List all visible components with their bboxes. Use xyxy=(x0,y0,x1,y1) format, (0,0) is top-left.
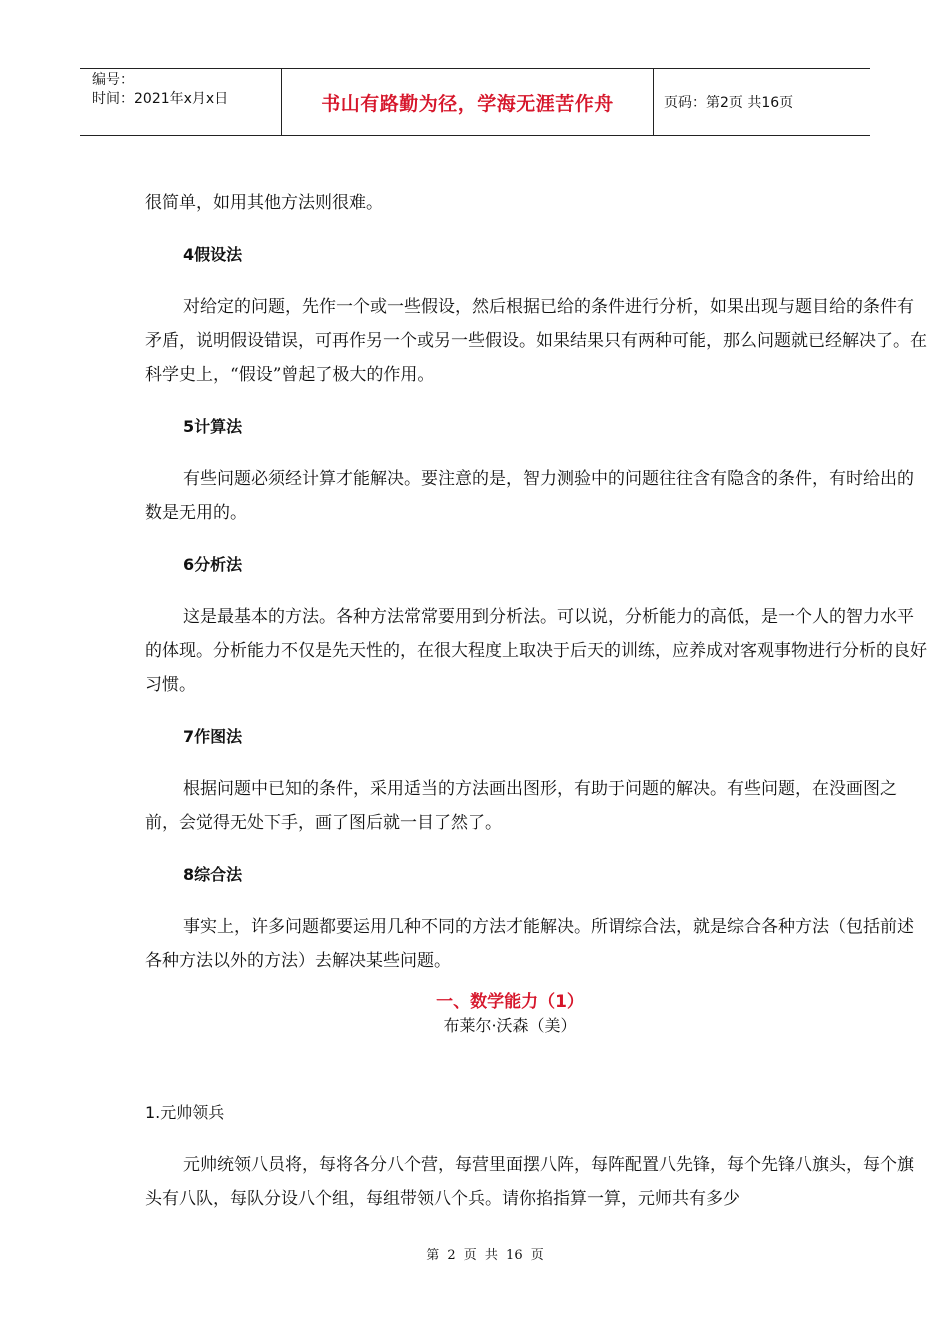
section-paragraph-8: 事实上，许多问题都要运用几种不同的方法才能解决。所谓综合法，就是综合各种方法（包括前述各种方法以外的方法）去解决某些问题。 xyxy=(145,917,914,971)
section-heading-4: 4假设法 xyxy=(183,245,243,264)
header-table xyxy=(80,68,870,136)
section-paragraph-6: 这是最基本的方法。各种方法常常要用到分析法。可以说，分析能力的高低，是一个人的智力水平的体现。分析能力不仅是先天性的，在很大程度上取决于后天的训练，应养成对客观事物进行分析的良好习惯。 xyxy=(145,607,927,695)
intro-tail-paragraph: 很简单，如用其他方法则很难。 xyxy=(145,193,383,213)
chapter-author: 布莱尔·沃森（美） xyxy=(443,1016,577,1035)
problem-section xyxy=(145,1096,930,1216)
problem-paragraph: 元帅统领八员将，每将各分八个营，每营里面摆八阵，每阵配置八先锋，每个先锋八旗头，每个旗头有八队，每队分设八个组，每组带领八个兵。请你掐指算一算，元师共有多少 xyxy=(145,1155,914,1209)
document-number-label: 编号： xyxy=(92,72,134,88)
main-content xyxy=(145,186,930,978)
page-footer: 第 2 页 共 16 页 xyxy=(426,1248,544,1263)
section-heading-7: 7作图法 xyxy=(183,727,243,746)
section-heading-8: 8综合法 xyxy=(183,865,243,884)
section-paragraph-4: 对给定的问题，先作一个或一些假设，然后根据已给的条件进行分析，如果出现与题目给的条件有矛盾，说明假设错误，可再作另一个或另一些假设。如果结果只有两种可能，那么问题就已经解决了。在科学史上，“假设”曾起了极大的作用。 xyxy=(145,297,927,385)
chapter-title: 一、数学能力（1） xyxy=(436,992,584,1012)
problem-heading: 1.元帅领兵 xyxy=(145,1103,225,1122)
section-paragraph-5: 有些问题必须经计算才能解决。要注意的是，智力测验中的问题往往含有隐含的条件，有时给出的数是无用的。 xyxy=(145,469,914,523)
header-meta-cell xyxy=(80,69,282,135)
header-motto: 书山有路勤为径，学海无涯苦作舟 xyxy=(282,69,654,135)
section-heading-6: 6分析法 xyxy=(183,555,243,574)
section-heading-5: 5计算法 xyxy=(183,417,243,436)
section-paragraph-7: 根据问题中已知的条件，采用适当的方法画出图形，有助于问题的解决。有些问题，在没画图之前，会觉得无处下手，画了图后就一目了然了。 xyxy=(145,779,897,833)
header-page-info: 页码：第2页 共16页 xyxy=(664,95,794,111)
document-time-label: 时间：2021年x月x日 xyxy=(92,91,229,107)
